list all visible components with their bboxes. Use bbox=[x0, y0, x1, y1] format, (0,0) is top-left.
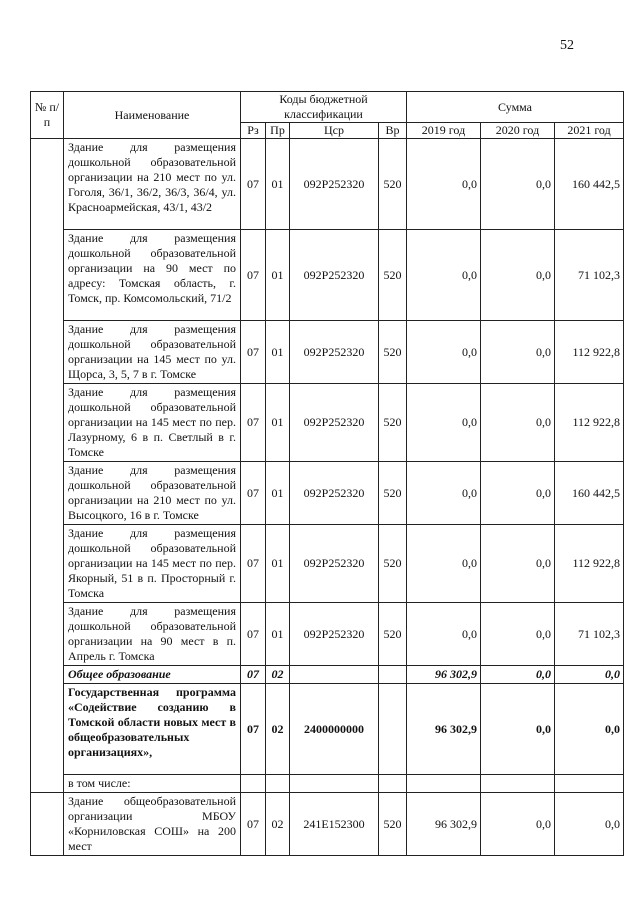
general-education-name: Общее образование bbox=[64, 666, 241, 684]
general-education-pr: 02 bbox=[266, 666, 290, 684]
row-csr: 092P252320 bbox=[290, 321, 379, 384]
general-education-rz: 07 bbox=[241, 666, 266, 684]
row-vr: 520 bbox=[379, 384, 407, 462]
row-name: Здание для размещения дошкольной образовательной организации на 145 мест по пер. Лазурному, 6 в п. Светлый в г. Томске bbox=[64, 384, 241, 462]
including-label: в том числе: bbox=[64, 775, 241, 793]
row-2020: 0,0 bbox=[481, 384, 555, 462]
row-name: Здание для размещения дошкольной образовательной организации на 145 мест по пер. Якорный, 51 в п. Просторный г. Томска bbox=[64, 525, 241, 603]
row-2019: 0,0 bbox=[407, 603, 481, 666]
row-2019: 0,0 bbox=[407, 139, 481, 230]
header-codes: Коды бюджетной классификации bbox=[241, 92, 407, 123]
row-2020: 0,0 bbox=[481, 603, 555, 666]
empty-cell bbox=[555, 775, 624, 793]
row-2021: 160 442,5 bbox=[555, 462, 624, 525]
general-education-vr bbox=[379, 666, 407, 684]
header-csr: Цср bbox=[290, 123, 379, 139]
row-csr: 092P252320 bbox=[290, 139, 379, 230]
program-row bbox=[31, 684, 624, 775]
row-name: Здание для размещения дошкольной образовательной организации на 145 мест по ул. Щорса, 3, 5, 7 в г. Томске bbox=[64, 321, 241, 384]
school-vr: 520 bbox=[379, 793, 407, 856]
row-vr: 520 bbox=[379, 230, 407, 321]
program-2019: 96 302,9 bbox=[407, 684, 481, 775]
row-2019: 0,0 bbox=[407, 230, 481, 321]
header-2019: 2019 год bbox=[407, 123, 481, 139]
row-pr: 01 bbox=[266, 321, 290, 384]
row-2021: 71 102,3 bbox=[555, 603, 624, 666]
row-csr: 092P252320 bbox=[290, 603, 379, 666]
row-rz: 07 bbox=[241, 462, 266, 525]
including-row bbox=[31, 775, 624, 793]
row-pr: 01 bbox=[266, 230, 290, 321]
row-pr: 01 bbox=[266, 603, 290, 666]
row-rz: 07 bbox=[241, 139, 266, 230]
row-csr: 092P252320 bbox=[290, 384, 379, 462]
program-csr: 2400000000 bbox=[290, 684, 379, 775]
row-name: Здание для размещения дошкольной образовательной организации на 210 мест по ул. Гоголя, 36/1, 36/2, 36/3, 36/4, ул. Красноармейская, 43/1, 43/2 bbox=[64, 139, 241, 230]
table-row bbox=[31, 525, 624, 603]
row-pr: 01 bbox=[266, 139, 290, 230]
row-2021: 71 102,3 bbox=[555, 230, 624, 321]
program-rz: 07 bbox=[241, 684, 266, 775]
general-education-row bbox=[31, 666, 624, 684]
table-row bbox=[31, 384, 624, 462]
school-csr: 241E152300 bbox=[290, 793, 379, 856]
program-vr bbox=[379, 684, 407, 775]
header-2020: 2020 год bbox=[481, 123, 555, 139]
empty-cell bbox=[379, 775, 407, 793]
row-2021: 112 922,8 bbox=[555, 384, 624, 462]
table-row bbox=[31, 230, 624, 321]
school-name: Здание общеобразовательной организации МБОУ «Корниловская СОШ» на 200 мест bbox=[64, 793, 241, 856]
row-2019: 0,0 bbox=[407, 321, 481, 384]
header-row-1 bbox=[31, 92, 624, 123]
row-2020: 0,0 bbox=[481, 139, 555, 230]
general-education-2020: 0,0 bbox=[481, 666, 555, 684]
school-rz: 07 bbox=[241, 793, 266, 856]
program-2021: 0,0 bbox=[555, 684, 624, 775]
row-2020: 0,0 bbox=[481, 525, 555, 603]
row-2021: 112 922,8 bbox=[555, 321, 624, 384]
general-education-csr bbox=[290, 666, 379, 684]
row-vr: 520 bbox=[379, 603, 407, 666]
row-vr: 520 bbox=[379, 462, 407, 525]
header-2021: 2021 год bbox=[555, 123, 624, 139]
header-num: № п/п bbox=[31, 92, 64, 139]
row-2019: 0,0 bbox=[407, 525, 481, 603]
school-2021: 0,0 bbox=[555, 793, 624, 856]
row-rz: 07 bbox=[241, 384, 266, 462]
row-csr: 092P252320 bbox=[290, 230, 379, 321]
row-pr: 01 bbox=[266, 384, 290, 462]
school-2019: 96 302,9 bbox=[407, 793, 481, 856]
header-name: Наименование bbox=[64, 92, 241, 139]
row-2021: 160 442,5 bbox=[555, 139, 624, 230]
general-education-2019: 96 302,9 bbox=[407, 666, 481, 684]
row-2019: 0,0 bbox=[407, 462, 481, 525]
row-vr: 520 bbox=[379, 139, 407, 230]
num-cell bbox=[31, 139, 64, 793]
table-row bbox=[31, 139, 624, 230]
row-pr: 01 bbox=[266, 525, 290, 603]
school-pr: 02 bbox=[266, 793, 290, 856]
header-rz: Рз bbox=[241, 123, 266, 139]
row-2021: 112 922,8 bbox=[555, 525, 624, 603]
row-2020: 0,0 bbox=[481, 321, 555, 384]
row-csr: 092P252320 bbox=[290, 525, 379, 603]
row-rz: 07 bbox=[241, 603, 266, 666]
row-rz: 07 bbox=[241, 321, 266, 384]
budget-table bbox=[30, 91, 624, 856]
row-rz: 07 bbox=[241, 525, 266, 603]
empty-cell bbox=[290, 775, 379, 793]
row-vr: 520 bbox=[379, 321, 407, 384]
header-sum: Сумма bbox=[407, 92, 624, 123]
row-2019: 0,0 bbox=[407, 384, 481, 462]
row-name: Здание для размещения дошкольной образовательной организации на 90 мест в п. Апрель г. Томска bbox=[64, 603, 241, 666]
table-row bbox=[31, 321, 624, 384]
row-vr: 520 bbox=[379, 525, 407, 603]
page-number: 52 bbox=[560, 38, 574, 53]
empty-cell bbox=[266, 775, 290, 793]
school-2020: 0,0 bbox=[481, 793, 555, 856]
row-name: Здание для размещения дошкольной образовательной организации на 210 мест по ул. Высоцкого, 16 в г. Томске bbox=[64, 462, 241, 525]
program-2020: 0,0 bbox=[481, 684, 555, 775]
row-name: Здание для размещения дошкольной образовательной организации на 90 мест по адресу: Томская область, г. Томск, пр. Комсомольский, 71/2 bbox=[64, 230, 241, 321]
num-cell bbox=[31, 793, 64, 856]
row-2020: 0,0 bbox=[481, 462, 555, 525]
row-csr: 092P252320 bbox=[290, 462, 379, 525]
header-vr: Вр bbox=[379, 123, 407, 139]
school-row bbox=[31, 793, 624, 856]
row-rz: 07 bbox=[241, 230, 266, 321]
row-2020: 0,0 bbox=[481, 230, 555, 321]
empty-cell bbox=[241, 775, 266, 793]
header-pr: Пр bbox=[266, 123, 290, 139]
row-pr: 01 bbox=[266, 462, 290, 525]
program-pr: 02 bbox=[266, 684, 290, 775]
general-education-2021: 0,0 bbox=[555, 666, 624, 684]
table-row bbox=[31, 462, 624, 525]
table-row bbox=[31, 603, 624, 666]
empty-cell bbox=[481, 775, 555, 793]
program-name: Государственная программа «Содействие созданию в Томской области новых мест в общеобразовательных организациях», bbox=[64, 684, 241, 775]
empty-cell bbox=[407, 775, 481, 793]
